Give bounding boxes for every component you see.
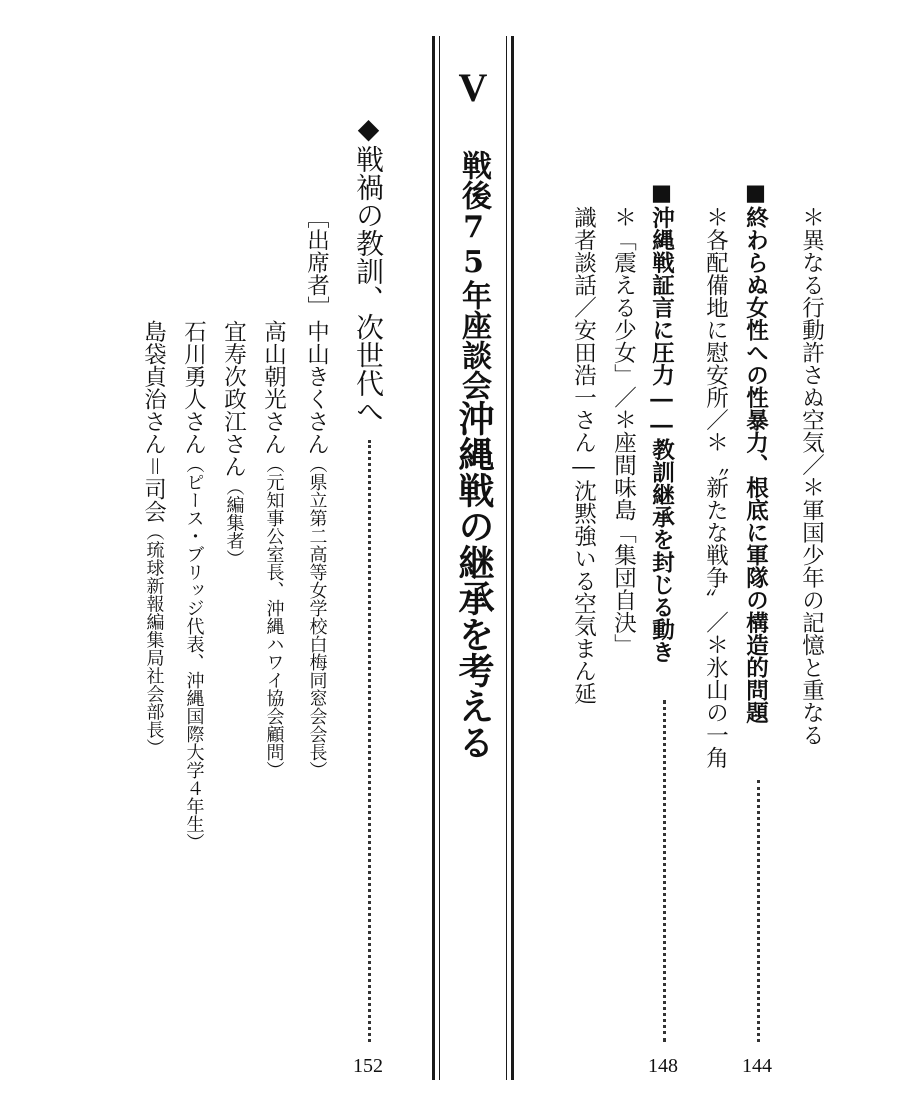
- attendee-name: 島袋貞治さん＝司会: [140, 320, 167, 523]
- toc-subitem-line: ＊各配備地に慰安所／＊〝新たな戦争〟／＊氷山の一角: [702, 206, 729, 769]
- attendee-name: 高山朝光さん: [260, 320, 287, 455]
- attendee-name: 中山きくさん: [303, 320, 330, 455]
- part-title-small: 戦後75年座談会: [456, 150, 491, 400]
- page-number-144[interactable]: 144: [742, 1055, 772, 1077]
- part-title-large: 沖縄戦の継承を考える: [453, 400, 495, 760]
- toc-entry-testimony-pressure[interactable]: ■沖縄戦証言に圧力――教訓継承を封じる動き: [648, 180, 675, 663]
- dot-leader: [757, 780, 760, 1042]
- toc-subitem-line: ＊異なる行動許さぬ空気／＊軍国少年の記憶と重なる: [798, 206, 825, 746]
- attendee-role: （ピース・ブリッジ代表、沖縄国際大学４年生）: [183, 455, 205, 851]
- toc-subitem-line: 識者談話／安田浩一さん―沈黙強いる空気まん延: [570, 206, 597, 705]
- toc-entry-lessons[interactable]: ◆戦禍の教訓、次世代へ: [352, 112, 385, 425]
- attendee-row: [222, 320, 245, 568]
- attendees-label: ［出席者］: [303, 206, 330, 319]
- toc-subitem-line: ＊「震える少女」／＊座間味島「集団自決」: [610, 206, 637, 656]
- page-number-148[interactable]: 148: [648, 1055, 678, 1077]
- attendee-name: 宜寿次政江さん: [220, 320, 247, 478]
- attendee-role: （琉球新報編集局社会部長）: [143, 522, 165, 757]
- attendee-role: （県立第二高等女学校白梅同窓会会長）: [306, 455, 328, 779]
- dot-leader: [663, 700, 666, 1042]
- toc-entry-sexual-violence[interactable]: ■終わらぬ女性への性暴力、根底に軍隊の構造的問題: [742, 180, 769, 724]
- attendee-role: （元知事公室長、沖縄ハワイ協会顧問）: [263, 455, 285, 779]
- attendee-role: （編集者）: [223, 477, 245, 568]
- attendee-name: 石川勇人さん: [180, 320, 207, 455]
- page-number-152[interactable]: 152: [353, 1055, 383, 1077]
- attendee-row: [305, 320, 328, 779]
- dot-leader: [368, 440, 371, 1042]
- part-numeral: V: [458, 65, 488, 110]
- attendee-row: [142, 320, 165, 757]
- attendee-row: [262, 320, 285, 779]
- attendee-row: [182, 320, 205, 851]
